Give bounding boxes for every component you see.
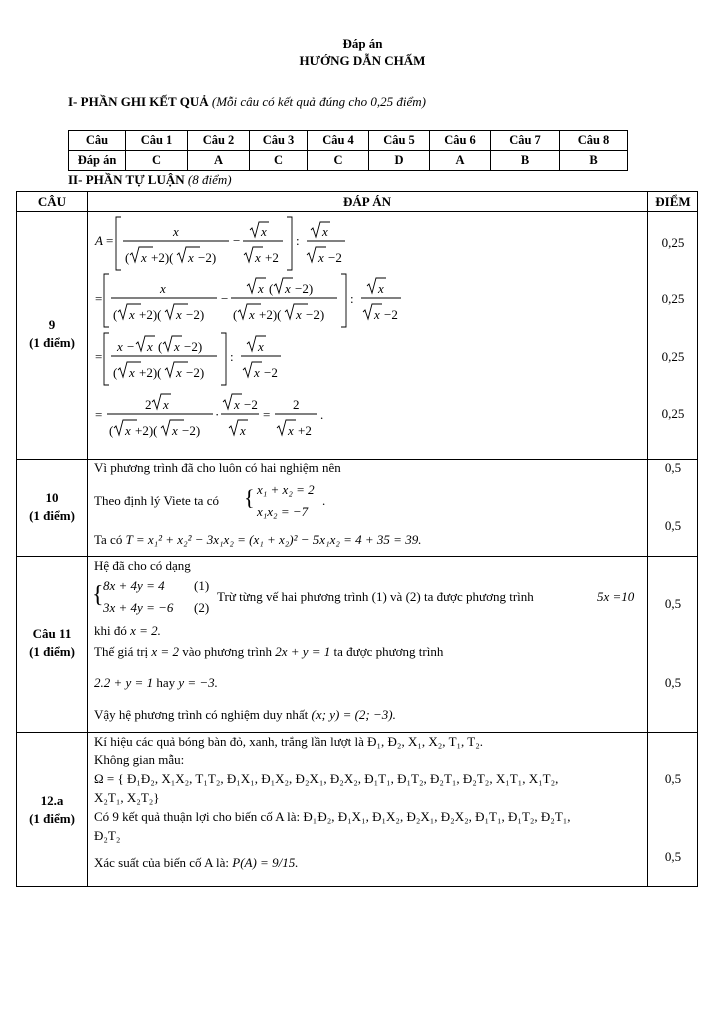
svg-text:=: = — [95, 291, 103, 306]
q9-point-2: 0,25 — [661, 291, 685, 306]
mcq-q2: Câu 2 — [188, 131, 250, 151]
svg-text:A: A — [95, 233, 103, 248]
q11-line3 — [94, 623, 161, 639]
q12-line3: Ω = { Đ₁Đ₂, X₁X₂, T₁T₂, Đ₁X₁, Đ₁X₂, Đ₂X₁, Đ₂X₂, Đ₁T₁, Đ₁T₂, Đ₂T₁, Đ₂T₂, X₁T₁, X₁T₂, — [94, 771, 559, 786]
svg-text::: : — [230, 349, 234, 364]
svg-text:·: · — [215, 407, 220, 422]
mcq-answer-row — [69, 151, 628, 171]
q11-line4-c: ta được phương trình — [333, 644, 444, 659]
svg-text:x: x — [176, 307, 182, 322]
q10-line1: Vì phương trình đã cho luôn có hai nghiệm nên — [94, 460, 341, 475]
doc-title: Đáp án — [342, 36, 383, 51]
svg-text:x: x — [129, 365, 135, 380]
svg-text:x: x — [125, 423, 131, 438]
q10-line2: Theo định lý Viete ta có — [94, 493, 219, 508]
header-cau: CÂU — [37, 194, 67, 209]
mcq-a2: A — [188, 151, 250, 171]
q12-line2: Không gian mẫu: — [94, 752, 185, 767]
q10-brace: { — [244, 485, 255, 510]
mcq-q1: Câu 1 — [126, 131, 188, 151]
svg-text:(: ( — [158, 339, 163, 354]
svg-text:−2): −2) — [198, 250, 217, 265]
svg-text:−2: −2 — [384, 307, 398, 322]
q11-sys1: 8x + 4y = 4 — [103, 578, 165, 593]
part1-note: (Mỗi câu có kết quả đúng cho 0,25 điểm) — [211, 94, 426, 109]
svg-text:=: = — [95, 407, 103, 422]
svg-text:x: x — [188, 250, 194, 265]
q12-point-2: 0,5 — [664, 849, 682, 864]
svg-text:+2)(: +2)( — [139, 365, 162, 380]
svg-text:−2: −2 — [264, 365, 278, 380]
q10-sys-dot: . — [322, 493, 326, 508]
q9-step2 — [95, 274, 401, 327]
svg-text:(: ( — [113, 307, 118, 322]
svg-text:(: ( — [269, 281, 274, 296]
svg-text:+2)(: +2)( — [151, 250, 174, 265]
q12-point-1: 0,5 — [664, 771, 682, 786]
q11-line5-hay: hay — [156, 675, 176, 690]
q11-line4 — [94, 644, 443, 660]
svg-text:x: x — [374, 307, 380, 322]
part2-note: (8 điểm) — [187, 172, 232, 187]
row-divider — [17, 732, 697, 733]
q12-line7 — [94, 855, 298, 871]
q11-line4-m2: 2x + y = 1 — [275, 644, 331, 659]
mcq-q6: Câu 6 — [430, 131, 491, 151]
q11-line5 — [94, 675, 218, 691]
svg-text:x: x — [258, 339, 264, 354]
mcq-q7: Câu 7 — [491, 131, 560, 151]
q11-line3-prefix: khi đó — [94, 623, 127, 638]
svg-text:−: − — [233, 233, 241, 248]
part2-title: II- PHẦN TỰ LUẬN — [68, 172, 185, 187]
svg-text:x: x — [173, 224, 179, 239]
q11-line2: Trừ từng vế hai phương trình (1) và (2) ta được phương trình — [217, 589, 534, 604]
q9-step3 — [95, 333, 281, 385]
row-divider — [17, 556, 697, 557]
svg-text:x: x — [322, 224, 328, 239]
svg-text:−: − — [221, 291, 229, 306]
svg-text:−2: −2 — [244, 397, 258, 412]
mcq-a6: A — [430, 151, 491, 171]
q11-line4-b: vào phương trình — [182, 644, 272, 659]
svg-text:=: = — [106, 233, 114, 248]
svg-text:x: x — [163, 397, 169, 412]
svg-text:−: − — [127, 339, 135, 354]
svg-text:x: x — [172, 423, 178, 438]
svg-text:x: x — [258, 281, 264, 296]
mcq-q-label: Câu — [69, 131, 126, 151]
q11-line4-m1: x = 2 — [151, 644, 179, 659]
q11-brace: { — [92, 582, 104, 608]
q11-tag1: (1) — [194, 578, 210, 593]
part2-heading — [68, 172, 232, 188]
svg-text:(: ( — [109, 423, 114, 438]
svg-text:x: x — [285, 281, 291, 296]
svg-text:−2): −2) — [295, 281, 314, 296]
svg-text:−2): −2) — [186, 365, 205, 380]
q11-line5-m1: 2.2 + y = 1 — [94, 675, 154, 690]
q11-line5-m2: y = −3. — [178, 675, 218, 690]
svg-text:x: x — [249, 307, 255, 322]
svg-text:x: x — [160, 281, 166, 296]
svg-text:+2)(: +2)( — [139, 307, 162, 322]
q9-point-4: 0,25 — [661, 406, 685, 421]
svg-text::: : — [350, 291, 354, 306]
q12-number: 12.a — [40, 793, 64, 808]
q9-point-1: 0,25 — [661, 235, 685, 250]
mcq-a5: D — [369, 151, 430, 171]
q10-line3-prefix: Ta có — [94, 532, 123, 547]
q10-sys1: x₁ + x₂ = 2 — [257, 482, 315, 497]
header-diem: ĐIỂM — [655, 194, 691, 209]
q9-math — [87, 212, 647, 458]
mcq-answer-table — [68, 130, 628, 171]
svg-text:=: = — [263, 407, 271, 422]
svg-text:+2: +2 — [298, 423, 312, 438]
q9-number: 9 — [48, 317, 56, 332]
q10-point-1: 0,5 — [664, 460, 682, 475]
svg-text:−2: −2 — [328, 250, 342, 265]
svg-text:−2): −2) — [306, 307, 325, 322]
mcq-q8: Câu 8 — [560, 131, 628, 151]
q12-line4: X₂T₁, X₂T₂} — [94, 790, 160, 805]
mcq-q4: Câu 4 — [308, 131, 369, 151]
q12-line6: Đ₂T₂ — [94, 828, 121, 843]
svg-text:x: x — [318, 250, 324, 265]
svg-text::: : — [296, 233, 300, 248]
q11-point-2: 0,5 — [664, 675, 682, 690]
q12-line1: Kí hiệu các quả bóng bàn đỏ, xanh, trắng lần lượt là Đ₁, Đ₂, X₁, X₂, T₁, T₂. — [94, 734, 484, 749]
svg-text:x: x — [240, 423, 246, 438]
q12-line7-math: P(A) = 9/15. — [232, 855, 299, 870]
mcq-a3: C — [250, 151, 308, 171]
q11-line1: Hệ đã cho có dạng — [94, 558, 191, 573]
doc-subtitle: HƯỚNG DẪN CHẤM — [299, 53, 426, 68]
svg-text:x: x — [288, 423, 294, 438]
mcq-q5: Câu 5 — [369, 131, 430, 151]
svg-text:x: x — [141, 250, 147, 265]
mcq-a-label: Đáp án — [69, 151, 126, 171]
q10-label — [17, 489, 87, 525]
q11-sys2: 3x + 4y = −6 — [103, 600, 174, 615]
q11-line3-math: x = 2. — [130, 623, 161, 638]
part1-heading — [68, 94, 426, 110]
svg-text:x: x — [176, 365, 182, 380]
q10-sys2: x₁x₂ = −7 — [257, 504, 309, 519]
svg-text:2: 2 — [145, 397, 152, 412]
q10-line3 — [94, 532, 421, 548]
essay-answer-table — [16, 191, 698, 887]
svg-text:(: ( — [113, 365, 118, 380]
q9-weight: (1 điểm) — [29, 335, 75, 350]
q12-line7-text: Xác suất của biến cố A là: — [94, 855, 230, 870]
q10-weight: (1 điểm) — [29, 508, 75, 523]
q10-line3-math: T = x₁² + x₂² − 3x₁x₂ = (x₁ + x₂)² − 5x₁x₂ = 4 + 35 = 39. — [125, 532, 422, 547]
svg-text:−2): −2) — [182, 423, 201, 438]
mcq-a8: B — [560, 151, 628, 171]
svg-text:x: x — [234, 397, 240, 412]
svg-text:(: ( — [233, 307, 238, 322]
q9-point-3: 0,25 — [661, 349, 685, 364]
svg-text:x: x — [129, 307, 135, 322]
header-dap-an: ĐÁP ÁN — [342, 194, 392, 209]
mcq-a1: C — [126, 151, 188, 171]
q11-tag2: (2) — [194, 600, 210, 615]
q11-weight: (1 điểm) — [29, 644, 75, 659]
svg-text:x: x — [254, 365, 260, 380]
svg-text:−2): −2) — [186, 307, 205, 322]
mcq-question-row — [69, 131, 628, 151]
q10-point-2: 0,5 — [664, 518, 682, 533]
q12-label — [17, 792, 87, 828]
svg-text:x: x — [117, 339, 123, 354]
svg-text:x: x — [255, 250, 261, 265]
q11-point-1: 0,5 — [664, 596, 682, 611]
q10-number: 10 — [45, 490, 59, 505]
q11-number: Câu 11 — [32, 626, 72, 641]
q11-line6-prefix: Vậy hệ phương trình có nghiệm duy nhất — [94, 707, 309, 722]
mcq-a7: B — [491, 151, 560, 171]
svg-text:=: = — [95, 349, 103, 364]
svg-text:(: ( — [125, 250, 130, 265]
svg-text:x: x — [296, 307, 302, 322]
svg-text:x: x — [261, 224, 267, 239]
svg-text:x: x — [174, 339, 180, 354]
svg-text:x: x — [147, 339, 153, 354]
q11-line4-a: Thế giá trị — [94, 644, 149, 659]
part1-title: I- PHẦN GHI KẾT QUẢ — [68, 94, 209, 109]
q9-step4 — [95, 394, 323, 438]
svg-text:x: x — [378, 281, 384, 296]
q11-line6 — [94, 707, 396, 723]
svg-text:−2): −2) — [184, 339, 203, 354]
q12-weight: (1 điểm) — [29, 811, 75, 826]
q12-line5: Có 9 kết quả thuận lợi cho biến cố A là: Đ₁Đ₂, Đ₁X₁, Đ₁X₂, Đ₂X₁, Đ₂X₂, Đ₁T₁, Đ₁T₂, Đ₂T₁, — [94, 809, 571, 824]
q9-label — [17, 316, 87, 352]
q11-line6-math: (x; y) = (2; −3). — [311, 707, 396, 722]
q11-label — [17, 625, 87, 661]
q9-step1 — [94, 217, 345, 270]
mcq-a4: C — [308, 151, 369, 171]
svg-text:+2: +2 — [265, 250, 279, 265]
mcq-q3: Câu 3 — [250, 131, 308, 151]
svg-text:2: 2 — [293, 397, 300, 412]
svg-text:.: . — [320, 407, 324, 422]
svg-text:+2)(: +2)( — [135, 423, 158, 438]
svg-text:+2)(: +2)( — [259, 307, 282, 322]
q11-line2-math: 5x =10 — [597, 589, 635, 604]
